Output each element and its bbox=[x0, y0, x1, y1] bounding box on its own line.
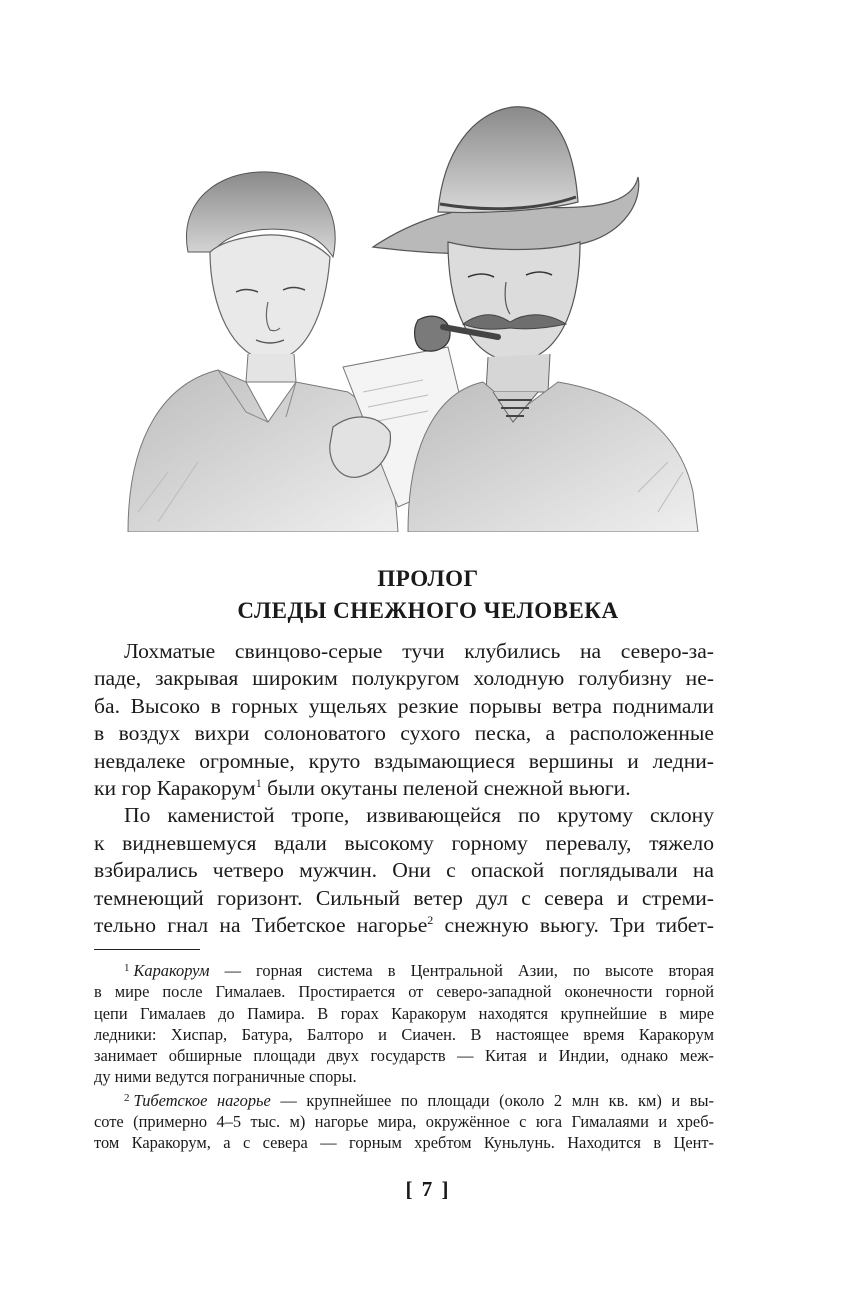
footnote-line: в мире после Гималаев. Простирается от северо-западной оконечности горной bbox=[94, 982, 714, 1002]
footnote-term: Тибетское нагорье bbox=[133, 1090, 271, 1110]
text-line bbox=[94, 912, 714, 939]
footnote-number: 1 bbox=[124, 962, 130, 974]
two-men-illustration-icon bbox=[118, 92, 708, 532]
chapter-label: ПРОЛОГ bbox=[377, 566, 479, 591]
footnote-line: ду ними ведутся пограничные споры. bbox=[94, 1067, 357, 1087]
footnotes bbox=[94, 958, 714, 1154]
main-text bbox=[94, 638, 714, 939]
text-fragment: были окутаны пеленой снежной вьюги. bbox=[261, 776, 631, 801]
footnote-ref[interactable]: 2 bbox=[427, 913, 434, 928]
text-line: темнеющий горизонт. Сильный ветер дул с севера и стреми- bbox=[94, 885, 714, 910]
footnote-divider bbox=[94, 949, 200, 950]
chapter-illustration bbox=[118, 92, 708, 532]
text-line: к видневшемуся вдали высокому горному перевалу, тяжело bbox=[94, 830, 714, 855]
footnote-text: — горная система в Центральной Азии, по высоте вторая bbox=[209, 961, 714, 980]
footnote-text: — крупнейшее по площади (около 2 млн кв. км) и вы- bbox=[270, 1090, 714, 1110]
text-line: По каменистой тропе, извивающейся по крутому склону bbox=[124, 803, 714, 828]
footnote-line: занимает обширные площади двух государств — Китая и Индии, однако меж- bbox=[94, 1046, 714, 1066]
footnote-line bbox=[94, 1088, 714, 1111]
text-line: Лохматые свинцово-серые тучи клубились на северо-за- bbox=[124, 639, 714, 663]
text-fragment: ки гор Каракорум bbox=[94, 776, 256, 801]
footnote-line: том Каракорум, а с севера — горным хребтом Куньлунь. Находится в Цент- bbox=[94, 1133, 714, 1153]
text-line bbox=[94, 775, 714, 802]
text-line: в воздух вихри солоноватого сухого песка, а расположенные bbox=[94, 721, 714, 746]
page-number: [ 7 ] bbox=[405, 1177, 451, 1201]
text-fragment: снежную вьюгу. Три тибет- bbox=[433, 913, 715, 938]
footnote-ref[interactable]: 1 bbox=[255, 776, 262, 791]
footnote-line: цепи Гималаев до Памира. В горах Каракорум находятся крупнейшие в мире bbox=[94, 1003, 714, 1023]
text-line: паде, закрывая широким полукругом холодную голубизну не- bbox=[94, 666, 714, 691]
footnote-number: 2 bbox=[124, 1091, 130, 1104]
footnote-line bbox=[94, 958, 714, 981]
text-line: ба. Высоко в горных ущельях резкие порывы ветра поднимали bbox=[94, 693, 714, 718]
footnote-line: соте (примерно 4–5 тыс. м) нагорье мира, окружённое с юга Гималаями и хреб- bbox=[94, 1112, 714, 1132]
footnote-term: Каракорум bbox=[133, 961, 210, 980]
footnote-line: ледники: Хиспар, Батура, Балторо и Сиачен. В настоящее время Каракорум bbox=[94, 1024, 714, 1044]
text-line: невдалеке огромные, круто вздымающиеся вершины и ледни- bbox=[94, 748, 714, 773]
text-fragment: тельно гнал на Тибетское нагорье bbox=[94, 913, 428, 938]
chapter-title: СЛЕДЫ СНЕЖНОГО ЧЕЛОВЕКА bbox=[237, 598, 619, 623]
text-line: взбирались четверо мужчин. Они с опаской поглядывали на bbox=[94, 858, 714, 883]
